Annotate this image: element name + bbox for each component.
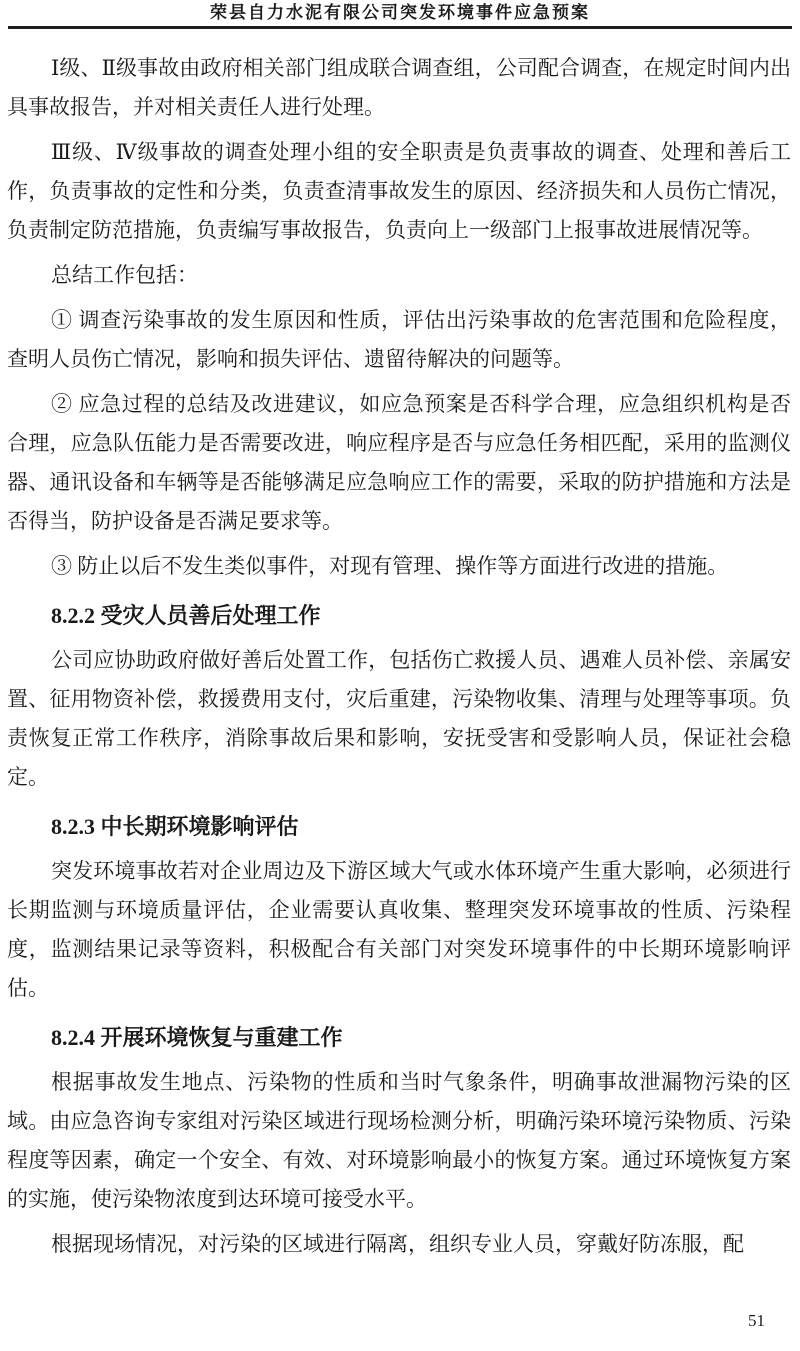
header-title: 荣县自力水泥有限公司突发环境事件应急预案 [210,3,590,22]
section-heading-8-2-2: 8.2.2 受灾人员善后处理工作 [51,603,321,628]
page-footer [748,1311,765,1331]
section-heading-8-2-3: 8.2.3 中长期环境影响评估 [51,814,299,839]
paragraph-aftermath-handling: 公司应协助政府做好善后处置工作，包括伤亡救援人员、遇难人员补偿、亲属安置、征用物资补偿，救援费用支付，灾后重建，污染物收集、清理与处理等事项。负责恢复正常工作秩序，消除事故后果和影响，安抚受害和受影响人员，保证社会稳定。 [7,648,791,789]
paragraph-site-isolation: 根据现场情况，对污染的区域进行隔离，组织专业人员，穿戴好防冻服，配 [51,1232,744,1256]
paragraph-level1-level2-investigation: Ⅰ级、Ⅱ级事故由政府相关部门组成联合调查组，公司配合调查，在规定时间内出具事故报告，并对相关责任人进行处理。 [7,56,791,119]
page-header [0,0,800,23]
paragraph-recovery-plan: 根据事故发生地点、污染物的性质和当时气象条件，明确事故泄漏物污染的区域。由应急咨询专家组对污染区域进行现场检测分析，明确污染环境污染物质、污染程度等因素，确定一个安全、有效、对环境影响最小的恢复方案。通过环境恢复方案的实施，使污染物浓度到达环境可接受水平。 [7,1070,791,1211]
document-body [0,29,800,1264]
paragraph-level3-level4-duties: Ⅲ级、Ⅳ级事故的调查处理小组的安全职责是负责事故的调查、处理和善后工作，负责事故的定性和分类，负责查清事故发生的原因、经济损失和人员伤亡情况，负责制定防范措施，负责编写事故报告，负责向上一级部门上报事故进展情况等。 [7,140,791,242]
paragraph-longterm-assessment: 突发环境事故若对企业周边及下游区域大气或水体环境产生重大影响，必须进行长期监测与环境质量评估，企业需要认真收集、整理突发环境事故的性质、污染程度，监测结果记录等资料，积极配合有关部门对突发环境事件的中长期环境影响评估。 [7,859,791,1000]
page-number: 51 [748,1311,765,1330]
section-heading-8-2-4: 8.2.4 开展环境恢复与重建工作 [51,1025,343,1050]
list-item-2: ② 应急过程的总结及改进建议，如应急预案是否科学合理，应急组织机构是否合理，应急队伍能力是否需要改进，响应程序是否与应急任务相匹配，采用的监测仪器、通讯设备和车辆等是否能够满足应急响应工作的需要，采取的防护措施和方法是否得当，防护设备是否满足要求等。 [7,392,791,533]
list-item-1: ① 调查污染事故的发生原因和性质，评估出污染事故的危害范围和危险程度，查明人员伤亡情况，影响和损失评估、遗留待解决的问题等。 [7,308,791,371]
paragraph-summary-work-intro: 总结工作包括： [51,263,198,287]
list-item-3: ③ 防止以后不发生类似事件，对现有管理、操作等方面进行改进的措施。 [51,554,729,578]
